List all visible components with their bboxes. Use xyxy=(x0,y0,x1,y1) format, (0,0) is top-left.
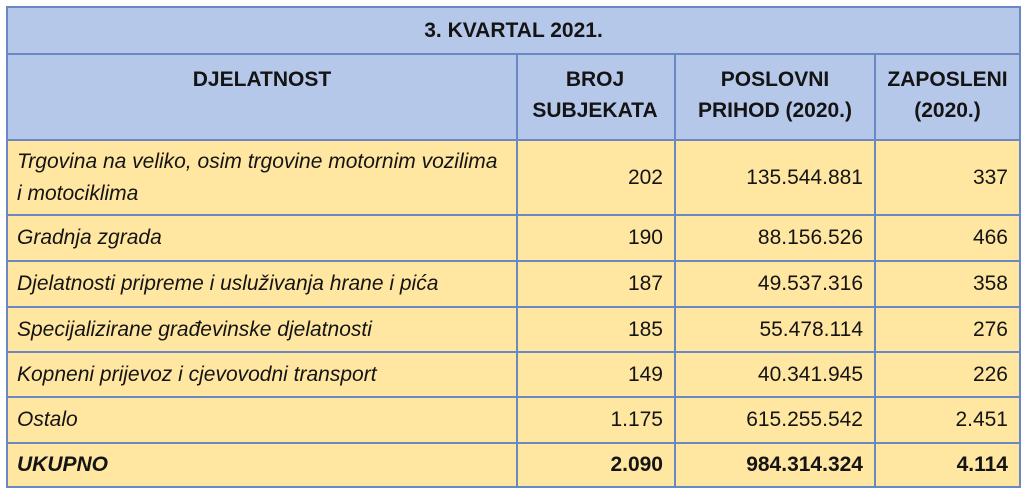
djelatnost-cell: Gradnja zgrada xyxy=(7,215,517,261)
broj-subjekata-cell: 1.175 xyxy=(517,397,675,443)
broj-subjekata-cell: 190 xyxy=(517,215,675,261)
column-header-zaposleni xyxy=(875,54,1020,140)
column-header-line: (2020.) xyxy=(914,99,981,122)
broj-subjekata-cell: 202 xyxy=(517,140,675,215)
zaposleni-cell: 358 xyxy=(875,261,1020,307)
poslovni-prihod-cell: 88.156.526 xyxy=(675,215,875,261)
total-row xyxy=(7,443,1020,487)
table-row xyxy=(7,140,1020,215)
column-header-djelatnost-text: DJELATNOST xyxy=(192,68,332,91)
table-row xyxy=(7,215,1020,261)
djelatnost-cell: Specijalizirane građevinske djelatnosti xyxy=(7,307,517,352)
column-header-line: POSLOVNI xyxy=(720,68,830,91)
table-row xyxy=(7,307,1020,352)
table-row xyxy=(7,397,1020,443)
column-header-line: BROJ xyxy=(565,68,625,91)
zaposleni-cell: 466 xyxy=(875,215,1020,261)
column-header-poslovni-prihod xyxy=(675,54,875,140)
zaposleni-cell: 337 xyxy=(875,140,1020,215)
djelatnost-cell: Ostalo xyxy=(7,397,517,443)
table-row xyxy=(7,261,1020,307)
poslovni-prihod-cell: 615.255.542 xyxy=(675,397,875,443)
zaposleni-cell: 2.451 xyxy=(875,397,1020,443)
total-poslovni-prihod: 984.314.324 xyxy=(675,443,875,487)
poslovni-prihod-cell: 135.544.881 xyxy=(675,140,875,215)
zaposleni-cell: 276 xyxy=(875,307,1020,352)
table-row xyxy=(7,352,1020,397)
kvartal-table xyxy=(6,6,1021,488)
broj-subjekata-cell: 187 xyxy=(517,261,675,307)
column-header-line: SUBJEKATA xyxy=(532,99,658,122)
column-header-line: PRIHOD (2020.) xyxy=(697,99,853,122)
total-label: UKUPNO xyxy=(7,443,517,487)
poslovni-prihod-cell: 55.478.114 xyxy=(675,307,875,352)
total-zaposleni: 4.114 xyxy=(875,443,1020,487)
djelatnost-cell: Trgovina na veliko, osim trgovine motornim vozilima i motociklima xyxy=(7,140,517,215)
broj-subjekata-cell: 185 xyxy=(517,307,675,352)
column-header-broj-subjekata xyxy=(517,54,675,140)
column-header-line: ZAPOSLENI xyxy=(887,68,1008,91)
column-header-djelatnost xyxy=(7,54,517,140)
poslovni-prihod-cell: 49.537.316 xyxy=(675,261,875,307)
total-broj-subjekata: 2.090 xyxy=(517,443,675,487)
poslovni-prihod-cell: 40.341.945 xyxy=(675,352,875,397)
djelatnost-cell: Djelatnosti pripreme i usluživanja hrane i pića xyxy=(7,261,517,307)
zaposleni-cell: 226 xyxy=(875,352,1020,397)
djelatnost-cell: Kopneni prijevoz i cjevovodni transport xyxy=(7,352,517,397)
table-title: 3. KVARTAL 2021. xyxy=(7,7,1020,54)
broj-subjekata-cell: 149 xyxy=(517,352,675,397)
